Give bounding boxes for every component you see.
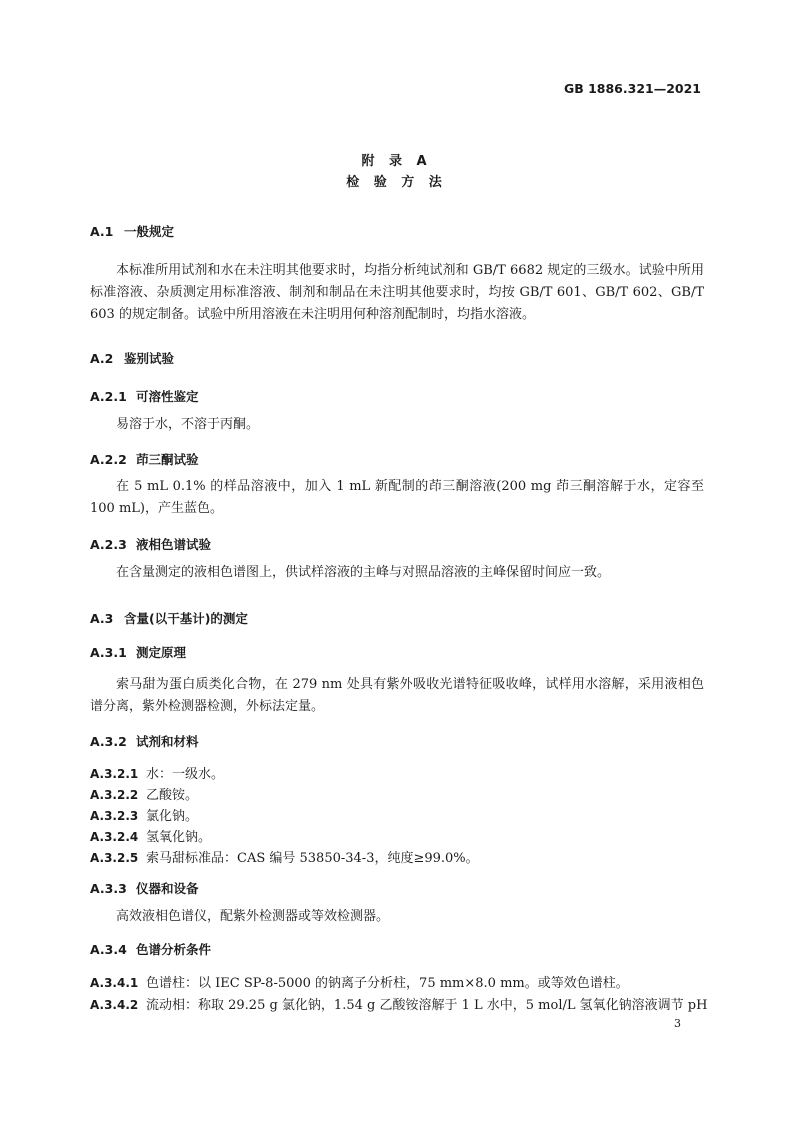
item-text: 索马甜标准品：CAS 编号 53850-34-3，纯度≥99.0%。 bbox=[146, 851, 479, 866]
list-item bbox=[90, 805, 198, 824]
section-number: A.3.1 bbox=[90, 645, 127, 660]
section-title: 色谱分析条件 bbox=[136, 942, 212, 957]
item-number: A.3.2.3 bbox=[90, 809, 139, 823]
section-a2-heading bbox=[90, 349, 174, 367]
section-a21-heading bbox=[90, 387, 199, 405]
item-number: A.3.2.1 bbox=[90, 767, 139, 781]
section-a31-heading bbox=[90, 643, 186, 661]
standard-code: GB 1886.321—2021 bbox=[563, 81, 701, 96]
item-text: 水：一级水。 bbox=[146, 767, 225, 782]
section-number: A.3.3 bbox=[90, 881, 127, 896]
section-number: A.3.4 bbox=[90, 942, 127, 957]
section-a1-heading bbox=[90, 222, 174, 240]
item-number: A.3.4.1 bbox=[90, 976, 139, 990]
list-item bbox=[90, 994, 707, 1013]
item-number: A.3.2.4 bbox=[90, 830, 139, 844]
item-text: 氢氧化钠。 bbox=[146, 830, 212, 845]
section-a31-paragraph: 索马甜为蛋白质类化合物，在 279 nm 处具有紫外吸收光谱特征吸收峰，试样用水溶解，采用液相色谱分离，紫外检测器检测，外标法定量。 bbox=[90, 677, 704, 714]
item-text: 色谱柱：以 IEC SP-8-5000 的钠离子分析柱，75 mm×8.0 mm。或等效色谱柱。 bbox=[146, 976, 629, 991]
item-number: A.3.4.2 bbox=[90, 998, 139, 1012]
section-number: A.3 bbox=[90, 611, 114, 626]
list-item bbox=[90, 826, 211, 845]
section-a32-heading bbox=[90, 732, 199, 750]
section-number: A.3.2 bbox=[90, 734, 127, 749]
section-number: A.2.3 bbox=[90, 537, 127, 552]
item-text: 氯化钠。 bbox=[146, 809, 199, 824]
section-number: A.2 bbox=[90, 351, 114, 366]
item-text: 乙酸铵。 bbox=[146, 788, 199, 803]
section-title: 一般规定 bbox=[124, 224, 175, 239]
appendix-label: 附 录 A bbox=[361, 154, 432, 169]
section-title: 液相色谱试验 bbox=[136, 537, 212, 552]
section-a33-paragraph: 高效液相色谱仪，配紫外检测器或等效检测器。 bbox=[116, 909, 390, 924]
section-number: A.2.2 bbox=[90, 452, 127, 467]
section-number: A.1 bbox=[90, 224, 114, 239]
section-a22-heading bbox=[90, 450, 199, 468]
section-a3-heading bbox=[90, 609, 248, 627]
list-item bbox=[90, 847, 479, 866]
appendix-title: 检 验 方 法 bbox=[346, 175, 447, 190]
section-title: 可溶性鉴定 bbox=[136, 389, 199, 404]
list-item bbox=[90, 972, 629, 991]
section-a21-paragraph: 易溶于水，不溶于丙酮。 bbox=[116, 417, 260, 432]
section-title: 测定原理 bbox=[136, 645, 187, 660]
section-title: 茚三酮试验 bbox=[136, 452, 199, 467]
section-a23-paragraph: 在含量测定的液相色谱图上，供试样溶液的主峰与对照品溶液的主峰保留时间应一致。 bbox=[116, 565, 611, 580]
item-number: A.3.2.2 bbox=[90, 788, 139, 802]
list-item bbox=[90, 763, 224, 782]
item-text: 流动相：称取 29.25 g 氯化钠，1.54 g 乙酸铵溶解于 1 L 水中，5 mol/L 氢氧化钠溶液调节 pH bbox=[146, 998, 708, 1013]
section-a34-heading bbox=[90, 940, 211, 958]
section-a23-heading bbox=[90, 535, 211, 553]
section-title: 含量(以干基计)的测定 bbox=[124, 611, 248, 626]
section-title: 鉴别试验 bbox=[124, 351, 175, 366]
section-a33-heading bbox=[90, 879, 199, 897]
section-a1-paragraph: 本标准所用试剂和水在未注明其他要求时，均指分析纯试剂和 GB/T 6682 规定的三级水。试验中所用标准溶液、杂质测定用标准溶液、制剂和制品在未注明其他要求时，均按 GB/T 601、GB/T 602、GB/T 603 的规定制备。试验中所用溶液在未注明用何种溶剂配制时，均指水溶液。 bbox=[90, 263, 704, 322]
section-title: 试剂和材料 bbox=[136, 734, 199, 749]
section-a22-paragraph: 在 5 mL 0.1% 的样品溶液中，加入 1 mL 新配制的茚三酮溶液(200 mg 茚三酮溶解于水，定容至 100 mL)，产生蓝色。 bbox=[90, 479, 704, 516]
item-number: A.3.2.5 bbox=[90, 851, 139, 865]
section-title: 仪器和设备 bbox=[136, 881, 199, 896]
section-number: A.2.1 bbox=[90, 389, 127, 404]
list-item bbox=[90, 784, 198, 803]
page-number: 3 bbox=[674, 1017, 681, 1030]
